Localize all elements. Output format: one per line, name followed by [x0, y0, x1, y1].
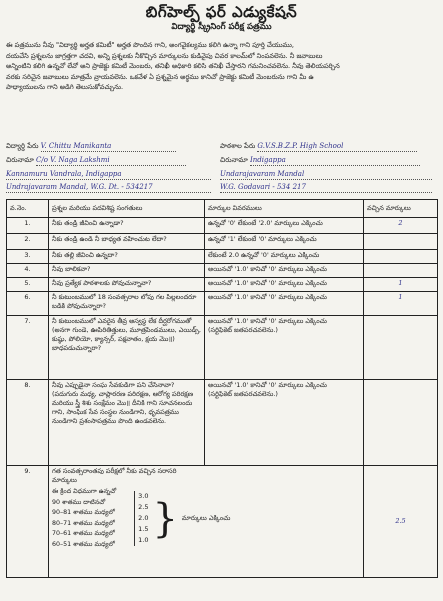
row-number: 3.: [7, 250, 49, 264]
instruction-line: దయచేసి ప్రశ్నలను జాగ్రత్తగా చదవి, అన్ని ప్రశ్నలకు నీకొచ్చిన మార్కులను కుడివైపు చివర కాలమ్‌లో నింపవలెను. నీ జవాబులు: [6, 51, 323, 60]
instruction-line: ఈ పత్రమును నీవు "విద్యార్థి అర్హత కమిటీ" అర్హత పొందిన గాని, అంగవైకల్యము కలిగి ఉన్నా గాని పూర్తి చేయుము,: [6, 41, 294, 49]
row-score[interactable]: 2.5: [364, 466, 438, 578]
row-question: నీవు బాలికవా?: [49, 264, 205, 278]
student-name-field[interactable]: [41, 142, 176, 152]
table-row: [7, 466, 438, 578]
table-row: [7, 278, 438, 292]
address-line3-left: Kannamuru Vandrala, Indigappa: [6, 170, 122, 178]
address2-value: Indigappa: [250, 156, 286, 164]
address2-row: [220, 156, 420, 166]
instruction-line: అన్నింటిని కలిగి ఉన్నవో లేవో అని ప్రాజెక్టు కమిటీ మెంబరు, తనిఖీ అధికారి కలిసి తనిఖీ చేస్తారని గమనించవలెను. నీవు తెలియపర్చిన: [6, 62, 340, 70]
brace-icon: }: [152, 495, 178, 542]
row-score[interactable]: [364, 380, 438, 466]
row-marks: లేకుంటే 2.0 ఉన్నచో '0' మార్కులు ఎక్కించు: [205, 250, 364, 264]
row-number: 7.: [7, 316, 49, 380]
grade-value: 3.0: [138, 492, 149, 500]
grade-intro: ఈ క్రింద విధముగా ఉన్నచో: [52, 488, 117, 495]
header-marks-obtained: వచ్చిన మార్కులు: [364, 200, 438, 218]
grade-ranges: [52, 487, 116, 550]
table-row: [7, 316, 438, 380]
row-marks: అయినచో '1.0' కానిచో '0' మార్కులు ఎక్కించు (సర్టిఫికెట్ జతపరచవలెను.): [205, 316, 364, 380]
row-question: నీకు తండ్రి ఉండి నీ బాధ్యత వహించుట లేదా?: [49, 234, 205, 250]
grade-value: 2.0: [138, 514, 149, 522]
grade-range-item: 80–71 శాతము మధ్యలో: [52, 519, 115, 527]
row-number: 2.: [7, 234, 49, 250]
address2-label: చిరునామా: [220, 156, 248, 164]
grade-range-item: 70–61 శాతము మధ్యలో: [52, 530, 115, 537]
student-name-value: V. Chittu Manikanta: [40, 142, 112, 150]
row-score[interactable]: 2: [364, 218, 438, 234]
row-marks: ఉన్నచో '1' లేకుంటే '0' మార్కులు ఎక్కించు: [205, 234, 364, 250]
row-score[interactable]: [364, 264, 438, 278]
row-marks: అయినచో '1.0' కానిచో '0' మార్కులు ఎక్కించు (సర్టిఫికెట్ జతపరచవలెను.): [205, 380, 364, 466]
instruction-line: వరకు సరిచైన జవాబులు మాత్రమే వ్రాయవలెను. ఒకవేళ ఏ ప్రశ్నమైన అర్థము కానిచో ప్రాజెక్టు కమిటీ మెంబరును గాని మీ ఉ: [6, 72, 314, 81]
grade-values: [138, 491, 148, 546]
row-number: 4.: [7, 264, 49, 278]
table-row: [7, 380, 438, 466]
row-number: 1.: [7, 218, 49, 234]
row-marks: అయినచో '1.0' కానిచో '0' మార్కులు ఎక్కించు: [205, 264, 364, 278]
row-number: 5.: [7, 278, 49, 292]
row-marks: అయినచో '1.0' కానిచో '0' మార్కులు ఎక్కించు: [205, 278, 364, 292]
instructions-paragraph: [6, 40, 437, 93]
address-line4-left: Undrajavaram Mandal, W.G. Dt. - 534217: [6, 183, 153, 191]
student-name-row: [6, 142, 176, 152]
address-row: [6, 156, 186, 166]
row-marks: అయినచో '1.0' కానిచో '0' మార్కులు ఎక్కించు: [205, 292, 364, 316]
row-question: నీ కుటుంబములో 18 సంవత్సరాల లోపు గల పిల్లలందరూ బడికి పోవుచున్నారా?: [49, 292, 205, 316]
table-row: [7, 218, 438, 234]
header-question: ప్రశ్నల మరియు పదవిశిష్ట సంగతులు: [49, 200, 205, 218]
address-line3-right-field[interactable]: [220, 170, 432, 180]
grade-values-box: [134, 491, 230, 546]
row-question: నీకు తల్లి జీవించి ఉన్నదా?: [49, 250, 205, 264]
instruction-line: పాధ్యాయులను గాని అడిగి తెలుసుకోవచ్చును.: [6, 83, 124, 91]
address-line4-left-field[interactable]: [6, 183, 211, 193]
row-question: నీవు ఎప్పుడైనా సంఘ సేవకుడిగా పని చేసినావా? (పదుగురు మధ్య, చాప్లారరణ పరిరక్షణ, ఆరోగ్య పరిరక్షణ మరియు స్త్రీ శిశు సంక్షేమం మొ॥ దీనికి గాని సూచనలందు గాని, సాంఘిక సేవ సంస్థల నుండిగాని, ధృవపత్రము నుండిగాని ప్రశంసాపత్రము పొంది ఉండవలెను.: [49, 380, 205, 466]
table-row: [7, 250, 438, 264]
address-field[interactable]: [36, 156, 186, 166]
row-score[interactable]: 1: [364, 292, 438, 316]
row-number: 8.: [7, 380, 49, 466]
row-question: నీకు తండ్రి జీవించి ఉన్నాడా?: [49, 218, 205, 234]
school-name-label: పాఠశాల పేరు: [220, 142, 256, 150]
grade-range-item: 90–81 శాతము మధ్యలో: [52, 509, 115, 516]
row-marks: ఉన్నచో '0' లేకుంటే '2.0' మార్కులు ఎక్కించు: [205, 218, 364, 234]
row-question: నీవు ప్రత్యేక పాఠశాలకు పోవుచున్నావా?: [49, 278, 205, 292]
grade-question: గత సంవత్సరాంతపు పరీక్షలో నీకు వచ్చిన సరాసరి మార్కులు: [52, 467, 177, 484]
grade-value: 1.5: [138, 525, 149, 533]
row-score[interactable]: [364, 250, 438, 264]
questions-table: [6, 199, 438, 578]
address-label: చిరునామా: [6, 156, 34, 164]
row-score[interactable]: [364, 316, 438, 380]
table-header-row: [7, 200, 438, 218]
grade-note: మార్కులు ఎక్కించు: [181, 514, 231, 522]
table-row: [7, 264, 438, 278]
address-line4-right-field[interactable]: [220, 183, 432, 193]
row-score[interactable]: 1: [364, 278, 438, 292]
form-subtitle: విద్యార్థి స్క్రీనింగ్ పరీక్ష పత్రము: [171, 22, 272, 32]
address-line4-right-row: [220, 183, 432, 193]
row-score[interactable]: [364, 234, 438, 250]
header-serial: వ.నెం.: [7, 200, 49, 218]
row-question: నీ కుటుంబములో ఎవరైన తీవ్ర అస్వస్థ లేక దీర్ఘరోగముతో (అనగా గుండె, ఊపిరితిత్తులు, మూత్రపిండములు, ఎయిడ్స్, కుష్ఠు, పోలియో, క్యాన్సర్, పక్షవాతం, క్షయ మొ॥) బాధపడుచున్నారా?: [49, 316, 205, 380]
address-line4: [6, 183, 211, 193]
header-marks-details: మార్కుల వివరములు: [205, 200, 364, 218]
form-title: బిగ్‌హెల్ప్ ఫర్ ఎడ్యుకేషన్: [145, 3, 298, 21]
school-name-row: [220, 142, 417, 152]
address-line3-right-row: [220, 170, 432, 180]
address-line3-right: Undarajavaram Mandal: [220, 170, 305, 178]
grade-range-item: 90 శాతము దాటినచో: [52, 498, 106, 506]
address-line3-left-field[interactable]: [6, 170, 211, 180]
grade-range-item: 60–51 శాతము మధ్యలో: [52, 540, 115, 548]
address-line4-right: W.G. Godavari - 534 217: [220, 183, 306, 191]
address-value: C/o V. Naga Lakshmi: [36, 156, 110, 164]
address2-field[interactable]: [250, 156, 420, 166]
grade-value: 2.5: [138, 503, 149, 511]
table-row: [7, 292, 438, 316]
school-name-value: G.V.S.B.Z.P. High School: [257, 142, 344, 150]
table-row: [7, 234, 438, 250]
address-line3: [6, 170, 211, 180]
row-question-grade: [49, 466, 364, 578]
grade-value: 1.0: [138, 536, 149, 544]
row-number: 6.: [7, 292, 49, 316]
grade-scale: [52, 487, 360, 550]
school-name-field[interactable]: [257, 142, 417, 152]
student-name-label: విద్యార్థి పేరు: [6, 142, 39, 150]
row-number: 9.: [7, 466, 49, 578]
